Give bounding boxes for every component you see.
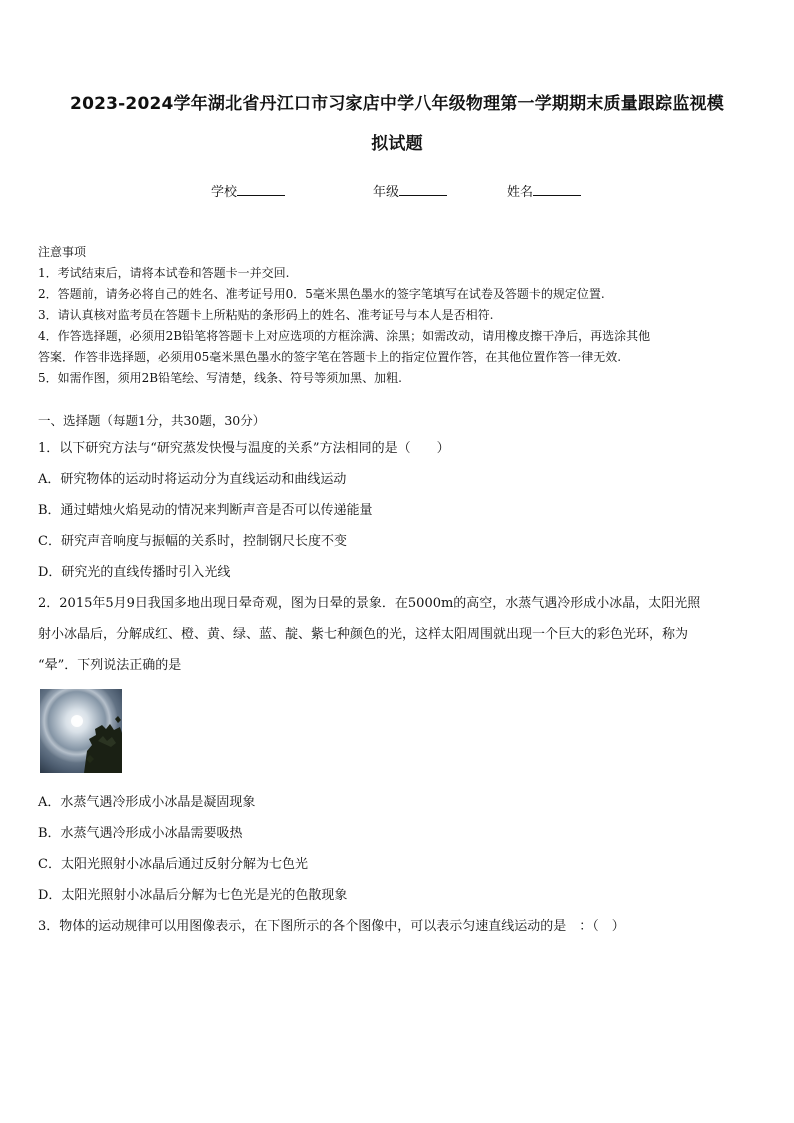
- name-label: 姓名: [507, 185, 534, 200]
- question-2-option-c: C．太阳光照射小冰晶后通过反射分解为七色光: [38, 857, 308, 872]
- question-3-stem: 3．物体的运动规律可以用图像表示，在下图所示的各个图像中，可以表示匀速直线运动的是 ：（ ）: [38, 919, 625, 934]
- notice-item: 3．请认真核对监考员在答题卡上所粘贴的条形码上的姓名、准考证号与本人是否相符.: [38, 308, 494, 322]
- question-1-option-c: C．研究声音响度与振幅的关系时，控制钢尺长度不变: [38, 534, 347, 549]
- grade-blank: [399, 182, 447, 196]
- notice-item: 答案．作答非选择题，必须用05毫米黑色墨水的签字笔在答题卡上的指定位置作答，在其他位置作答一律无效.: [38, 350, 622, 364]
- student-info-row: [0, 181, 794, 201]
- grade-field: [373, 181, 447, 200]
- notice-item: 4．作答选择题，必须用2B铅笔将答题卡上对应选项的方框涂满、涂黑；如需改动，请用橡皮擦干净后，再选涂其他: [38, 329, 651, 343]
- exam-title-line2: 拟试题: [371, 134, 423, 154]
- name-field: [507, 181, 581, 200]
- question-2-stem-line: “晕”．下列说法正确的是: [38, 658, 182, 673]
- school-blank: [237, 182, 285, 196]
- question-2-option-d: D．太阳光照射小冰晶后分解为七色光是光的色散现象: [38, 888, 348, 903]
- exam-title-line1: 2023-2024学年湖北省丹江口市习家店中学八年级物理第一学期期末质量跟踪监视模: [70, 94, 724, 114]
- question-1-option-d: D．研究光的直线传播时引入光线: [38, 565, 231, 580]
- question-2-stem-line: 射小冰晶后，分解成红、橙、黄、绿、蓝、靛、紫七种颜色的光，这样太阳周围就出现一个巨大的彩色光环，称为: [38, 627, 689, 642]
- section-heading: 一、选择题（每题1分，共30题，30分）: [38, 413, 266, 428]
- question-2-stem-line: 2．2015年5月9日我国多地出现日晕奇观，图为日晕的景象．在5000m的高空，水蒸气遇冷形成小冰晶，太阳光照: [38, 596, 701, 611]
- school-field: [211, 181, 285, 200]
- notice-item: 2．答题前，请务必将自己的姓名、准考证号用0．5毫米黑色墨水的签字笔填写在试卷及答题卡的规定位置.: [38, 287, 605, 301]
- question-2-option-b: B．水蒸气遇冷形成小冰晶需要吸热: [38, 826, 243, 841]
- question-1-option-b: B．通过蜡烛火焰晃动的情况来判断声音是否可以传递能量: [38, 503, 373, 518]
- question-1-option-a: A．研究物体的运动时将运动分为直线运动和曲线运动: [38, 472, 347, 487]
- sun-halo-image: [40, 689, 122, 773]
- notice-item: 1．考试结束后，请将本试卷和答题卡一并交回.: [38, 266, 290, 280]
- name-blank: [533, 182, 581, 196]
- notice-block: [38, 242, 762, 389]
- grade-label: 年级: [373, 185, 400, 200]
- school-label: 学校: [211, 185, 238, 200]
- sun-halo-photo: [40, 689, 122, 773]
- question-1-stem: 1．以下研究方法与“研究蒸发快慢与温度的关系”方法相同的是（ ）: [38, 441, 450, 456]
- notice-heading: 注意事项: [38, 245, 87, 259]
- question-2-option-a: A．水蒸气遇冷形成小冰晶是凝固现象: [38, 795, 256, 810]
- notice-item: 5．如需作图，须用2B铅笔绘、写清楚，线条、符号等须加黑、加粗.: [38, 371, 402, 385]
